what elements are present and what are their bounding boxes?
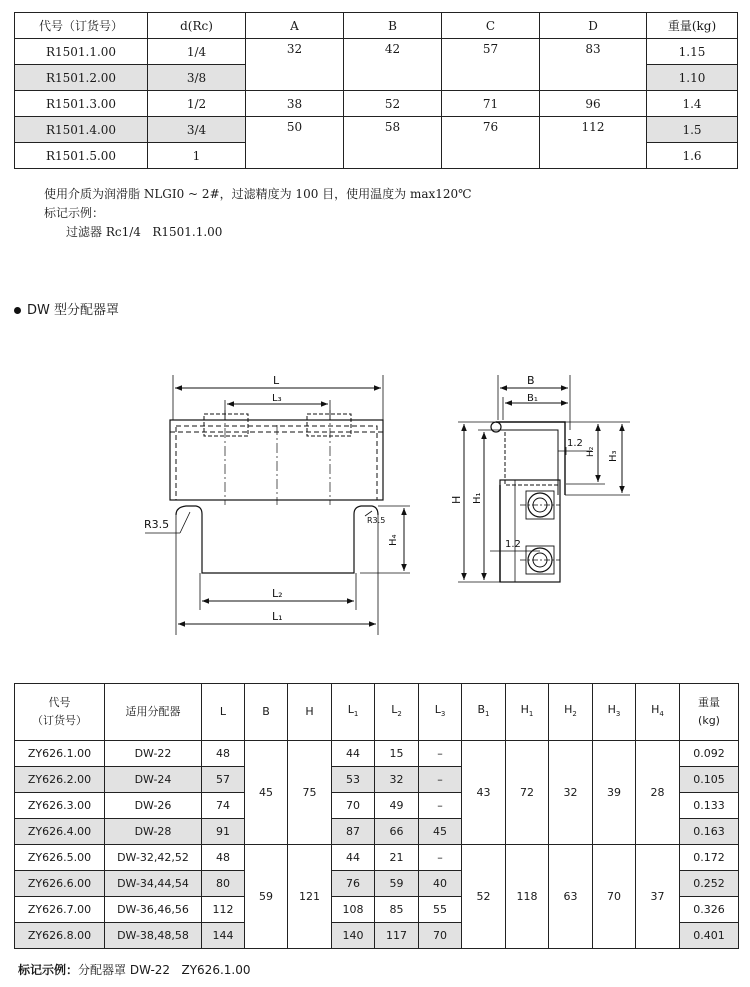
col-header-b: B <box>344 13 442 39</box>
col-header-H3: $H_3$ <box>593 684 636 741</box>
cell-code: ZY626.5.00 <box>15 845 105 871</box>
cell-code: ZY626.6.00 <box>15 871 105 897</box>
cell-weight: 0.133 <box>680 793 739 819</box>
col-header-L1: $L_1$ <box>332 684 375 741</box>
col-header-c: C <box>442 13 540 39</box>
cell-b: 58 <box>344 117 442 169</box>
cell-L2: 15 <box>375 741 419 767</box>
cell-c: 76 <box>442 117 540 169</box>
table-row <box>15 117 738 143</box>
cell-L3: – <box>419 741 462 767</box>
cell-code: ZY626.3.00 <box>15 793 105 819</box>
dim-H4: H₄ <box>388 534 399 546</box>
dim-H3: H₃ <box>608 450 619 462</box>
cell-a: 50 <box>246 117 344 169</box>
cell-d: 3/4 <box>148 117 246 143</box>
cell-weight: 1.4 <box>647 91 738 117</box>
col-header-a: A <box>246 13 344 39</box>
cell-L3: – <box>419 767 462 793</box>
cell-L2: 32 <box>375 767 419 793</box>
cell-L2: 66 <box>375 819 419 845</box>
cell-L3: 40 <box>419 871 462 897</box>
cell-H: 75 <box>288 741 332 845</box>
cell-weight: 0.172 <box>680 845 739 871</box>
col-header-code: 代号（订货号） <box>15 13 148 39</box>
cell-L: 112 <box>202 897 245 923</box>
cell-B: 45 <box>245 741 288 845</box>
cell-code: ZY626.7.00 <box>15 897 105 923</box>
cell-distributor: DW-34,44,54 <box>105 871 202 897</box>
dim-R-right: R3.5 <box>367 516 386 525</box>
cell-L: 144 <box>202 923 245 949</box>
cell-H3: 39 <box>593 741 636 845</box>
section-title-text: DW 型分配器罩 <box>27 303 119 318</box>
cell-distributor: DW-24 <box>105 767 202 793</box>
col-header-L: L <box>202 684 245 741</box>
col-header-d2: D <box>540 13 647 39</box>
cell-L3: 70 <box>419 923 462 949</box>
cell-code: R1501.2.00 <box>15 65 148 91</box>
cell-B1: 52 <box>462 845 506 949</box>
dim-H2: H₂ <box>586 446 596 457</box>
dim-B: B <box>527 374 535 387</box>
cell-L2: 49 <box>375 793 419 819</box>
dim-H: H <box>450 495 463 504</box>
table-header-row <box>15 684 739 741</box>
footer-example-value: 分配器罩 DW-22 ZY626.1.00 <box>78 963 251 977</box>
dim-L3: L₃ <box>272 393 282 404</box>
cell-L1: 53 <box>332 767 375 793</box>
cell-code: R1501.1.00 <box>15 39 148 65</box>
bullet-icon <box>14 307 21 314</box>
cell-distributor: DW-38,48,58 <box>105 923 202 949</box>
cell-distributor: DW-28 <box>105 819 202 845</box>
table-row <box>15 91 738 117</box>
cell-H4: 28 <box>636 741 680 845</box>
dim-L2: L₂ <box>272 587 283 600</box>
cell-d2: 96 <box>540 91 647 117</box>
cell-d: 1/4 <box>148 39 246 65</box>
dim-L: L <box>273 374 280 387</box>
cell-weight: 1.15 <box>647 39 738 65</box>
dim-H1: H₁ <box>472 492 483 504</box>
cell-H1: 72 <box>506 741 549 845</box>
side-view <box>458 375 630 582</box>
cell-L1: 44 <box>332 845 375 871</box>
col-header-B1: $B_1$ <box>462 684 506 741</box>
cell-L2: 21 <box>375 845 419 871</box>
cell-b: 42 <box>344 39 442 91</box>
dim-L1: L₁ <box>272 610 283 623</box>
dim-1-2-bottom: 1.2 <box>505 539 521 550</box>
cell-L3: – <box>419 845 462 871</box>
cell-B1: 43 <box>462 741 506 845</box>
cell-distributor: DW-26 <box>105 793 202 819</box>
cell-L: 74 <box>202 793 245 819</box>
cover-spec-table <box>14 683 739 949</box>
cell-c: 71 <box>442 91 540 117</box>
col-header-H: H <box>288 684 332 741</box>
cell-H2: 32 <box>549 741 593 845</box>
cell-weight: 0.105 <box>680 767 739 793</box>
footer-example <box>18 961 250 978</box>
cell-d: 1/2 <box>148 91 246 117</box>
cell-code: ZY626.1.00 <box>15 741 105 767</box>
cover-drawing <box>0 360 750 650</box>
cell-H2: 63 <box>549 845 593 949</box>
cell-d: 1 <box>148 143 246 169</box>
cell-weight: 1.10 <box>647 65 738 91</box>
cell-d2: 112 <box>540 117 647 169</box>
cell-weight: 0.092 <box>680 741 739 767</box>
filter-spec-table <box>14 12 738 169</box>
cell-H1: 118 <box>506 845 549 949</box>
cell-weight: 0.252 <box>680 871 739 897</box>
dim-B1: B₁ <box>527 393 538 404</box>
cell-L3: 55 <box>419 897 462 923</box>
table-header-row <box>15 13 738 39</box>
cell-code: R1501.3.00 <box>15 91 148 117</box>
example-label: 标记示例： <box>44 206 105 220</box>
example-value: 过滤器 Rc1/4 R1501.1.00 <box>66 225 223 239</box>
cell-distributor: DW-36,46,56 <box>105 897 202 923</box>
cell-weight: 1.6 <box>647 143 738 169</box>
cell-L: 48 <box>202 845 245 871</box>
col-header-d: d(Rc) <box>148 13 246 39</box>
cell-L1: 87 <box>332 819 375 845</box>
footer-example-label: 标记示例： <box>18 963 79 977</box>
dim-R-left: R3.5 <box>144 518 170 531</box>
cell-weight: 1.5 <box>647 117 738 143</box>
cell-distributor: DW-22 <box>105 741 202 767</box>
cell-L: 48 <box>202 741 245 767</box>
table-row <box>15 741 739 767</box>
col-header-B: B <box>245 684 288 741</box>
cell-L: 80 <box>202 871 245 897</box>
cell-a: 38 <box>246 91 344 117</box>
cell-d2: 83 <box>540 39 647 91</box>
cell-weight: 0.401 <box>680 923 739 949</box>
cell-code: ZY626.8.00 <box>15 923 105 949</box>
cell-code: R1501.5.00 <box>15 143 148 169</box>
cell-L: 57 <box>202 767 245 793</box>
cell-code: ZY626.2.00 <box>15 767 105 793</box>
cell-H4: 37 <box>636 845 680 949</box>
cell-a: 32 <box>246 39 344 91</box>
col-header-H1: $H_1$ <box>506 684 549 741</box>
cell-L3: – <box>419 793 462 819</box>
cell-B: 59 <box>245 845 288 949</box>
cell-distributor: DW-32,42,52 <box>105 845 202 871</box>
cell-L: 91 <box>202 819 245 845</box>
cell-H3: 70 <box>593 845 636 949</box>
table-row <box>15 39 738 65</box>
cell-H: 121 <box>288 845 332 949</box>
col-header-weight: 重量 (kg) <box>680 684 739 741</box>
cell-weight: 0.163 <box>680 819 739 845</box>
cell-L1: 70 <box>332 793 375 819</box>
usage-note: 使用介质为润滑脂 NLGI0 ~ 2#，过滤精度为 100 目，使用温度为 max120℃ <box>44 187 472 201</box>
cell-L1: 76 <box>332 871 375 897</box>
section-title <box>14 299 119 318</box>
cell-L2: 59 <box>375 871 419 897</box>
col-header-weight: 重量(kg) <box>647 13 738 39</box>
cell-L1: 140 <box>332 923 375 949</box>
cell-weight: 0.326 <box>680 897 739 923</box>
col-header-L3: $L_3$ <box>419 684 462 741</box>
cell-code: R1501.4.00 <box>15 117 148 143</box>
dim-1-2-top: 1.2 <box>567 438 583 449</box>
col-header-H2: $H_2$ <box>549 684 593 741</box>
cell-d: 3/8 <box>148 65 246 91</box>
cell-L2: 85 <box>375 897 419 923</box>
cell-L3: 45 <box>419 819 462 845</box>
col-header-H4: $H_4$ <box>636 684 680 741</box>
cell-L1: 108 <box>332 897 375 923</box>
cell-b: 52 <box>344 91 442 117</box>
table-row <box>15 845 739 871</box>
cell-L2: 117 <box>375 923 419 949</box>
col-header-code: 代号 （订货号） <box>15 684 105 741</box>
col-header-distributor: 适用分配器 <box>105 684 202 741</box>
cell-c: 57 <box>442 39 540 91</box>
col-header-L2: $L_2$ <box>375 684 419 741</box>
cell-code: ZY626.4.00 <box>15 819 105 845</box>
cell-L1: 44 <box>332 741 375 767</box>
